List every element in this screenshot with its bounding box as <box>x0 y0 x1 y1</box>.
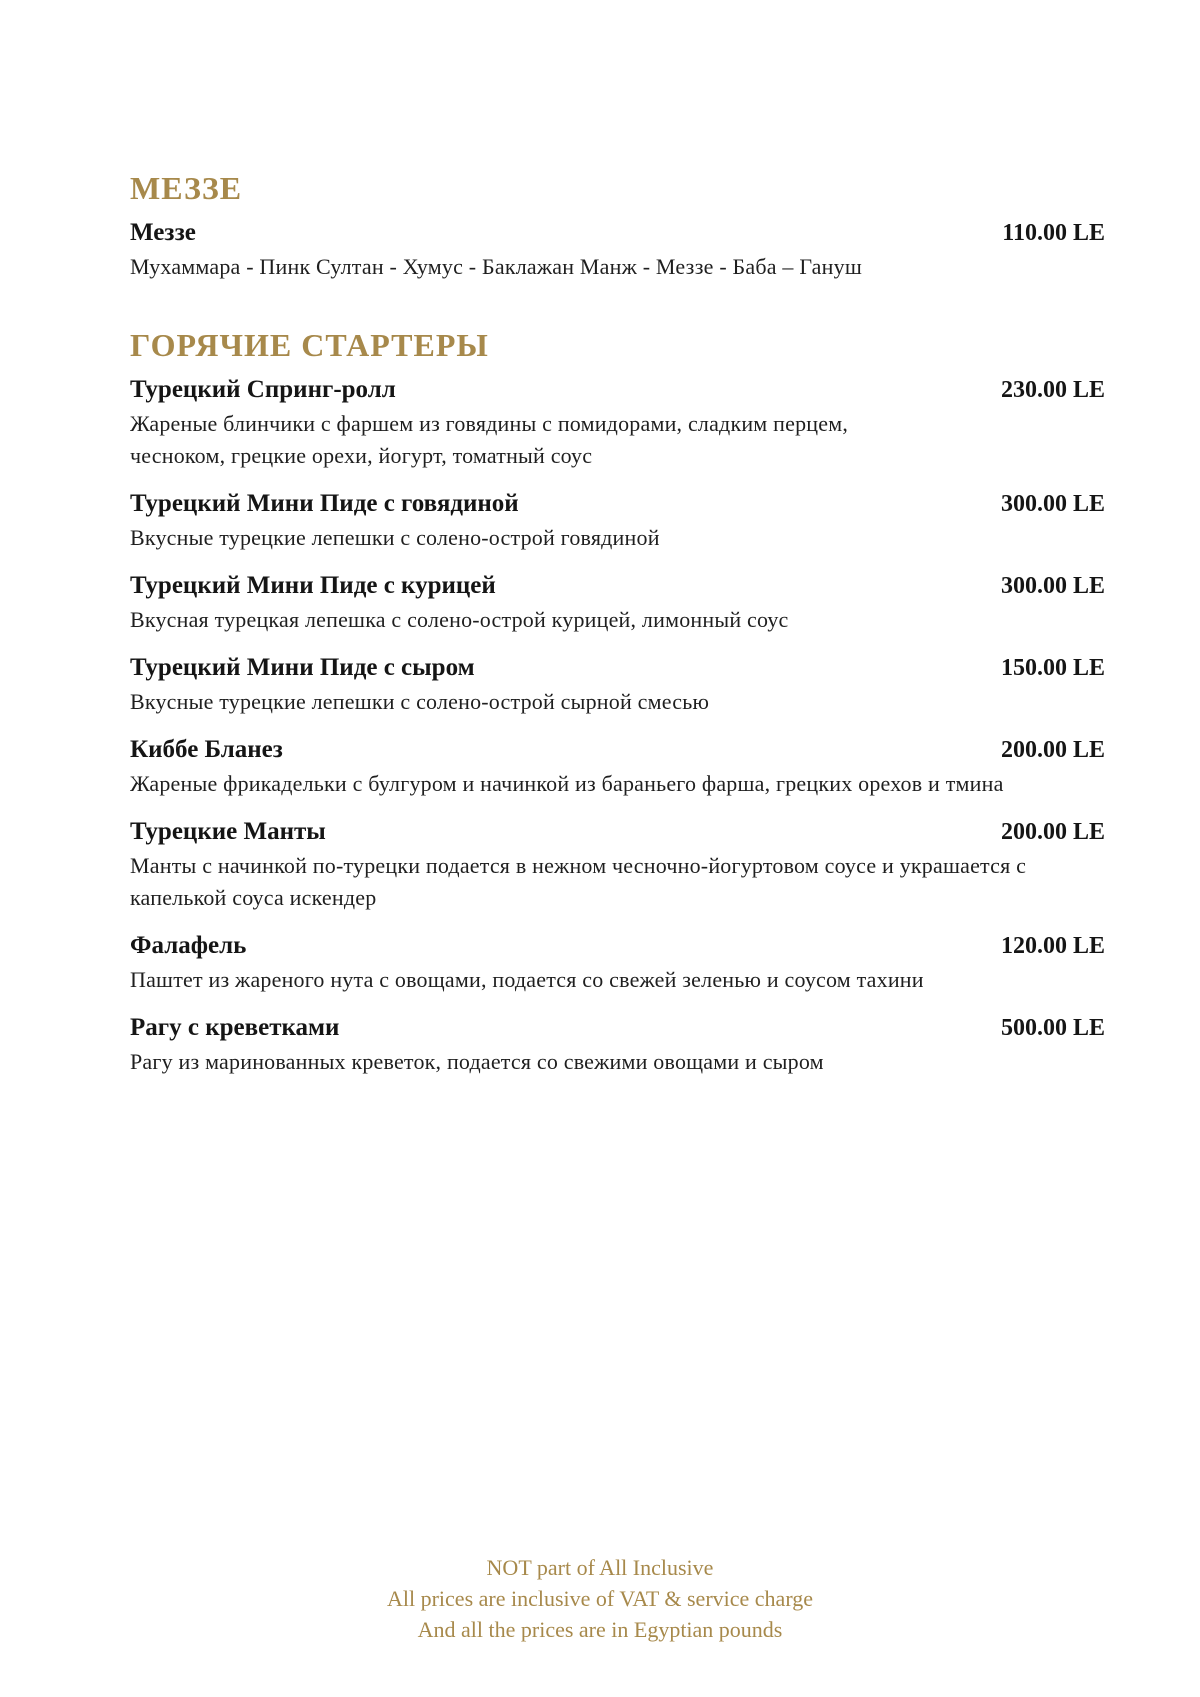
item-name: Турецкий Спринг-ролл <box>130 376 396 403</box>
item-name: Киббе Бланез <box>130 736 283 763</box>
item-description-line: Паштет из жареного нута с овощами, подается со свежей зеленью и соусом тахини <box>130 967 924 992</box>
item-price: 120.00 LE <box>1000 933 1105 959</box>
footer-line: All prices are inclusive of VAT & service charge <box>386 1586 814 1611</box>
item-head <box>130 815 1105 849</box>
item-price: 300.00 LE <box>1000 573 1105 599</box>
menu-item <box>130 733 1105 800</box>
item-description <box>130 1046 1105 1078</box>
footer-line: NOT part of All Inclusive <box>486 1555 714 1580</box>
footer-line: And all the prices are in Egyptian pounds <box>417 1617 783 1642</box>
item-head <box>130 929 1105 963</box>
item-name: Фалафель <box>130 932 247 959</box>
section-title: МЕЗЗЕ <box>130 170 243 206</box>
item-name: Меззе <box>130 219 196 246</box>
menu-item <box>130 1011 1105 1078</box>
item-description-line: капелькой соуса искендер <box>130 885 377 910</box>
item-head <box>130 216 1105 250</box>
menu-item <box>130 815 1105 914</box>
item-description <box>130 768 1105 800</box>
footer-note <box>0 1552 1200 1645</box>
section-title: ГОРЯЧИЕ СТАРТЕРЫ <box>130 327 489 363</box>
item-description <box>130 686 1105 718</box>
item-description-line: Мухаммара - Пинк Султан - Хумус - Баклажан Манж - Меззе - Баба – Гануш <box>130 254 862 279</box>
item-name: Рагу с креветками <box>130 1014 340 1041</box>
menu-item <box>130 929 1105 996</box>
menu-item <box>130 651 1105 718</box>
item-description <box>130 522 1105 554</box>
item-description <box>130 604 1105 636</box>
item-description <box>130 850 1105 914</box>
item-price: 200.00 LE <box>1000 737 1105 763</box>
item-name: Турецкий Мини Пиде с курицей <box>130 572 496 599</box>
menu-sections <box>130 170 1105 1078</box>
item-head <box>130 487 1105 521</box>
item-price: 300.00 LE <box>1000 491 1105 517</box>
item-name: Турецкие Манты <box>130 818 326 845</box>
menu-section <box>130 170 1105 283</box>
item-name: Турецкий Мини Пиде с сыром <box>130 654 475 681</box>
item-head <box>130 1011 1105 1045</box>
item-description-line: Вкусные турецкие лепешки с солено-острой говядиной <box>130 525 660 550</box>
item-head <box>130 651 1105 685</box>
item-head <box>130 373 1105 407</box>
menu-item <box>130 373 1105 472</box>
item-price: 150.00 LE <box>1000 655 1105 681</box>
item-head <box>130 569 1105 603</box>
item-description-line: Жареные блинчики с фаршем из говядины с помидорами, сладким перцем, <box>130 411 849 436</box>
item-description-line: чесноком, грецкие орехи, йогурт, томатный соус <box>130 443 593 468</box>
item-name: Турецкий Мини Пиде с говядиной <box>130 490 519 517</box>
item-description <box>130 964 1105 996</box>
menu-item <box>130 216 1105 283</box>
item-price: 500.00 LE <box>1000 1015 1105 1041</box>
item-price: 110.00 LE <box>1002 220 1105 246</box>
item-description-line: Манты с начинкой по-турецки подается в нежном чесночно-йогуртовом соусе и украшается с <box>130 853 1027 878</box>
menu-section <box>130 327 1105 1078</box>
item-description <box>130 408 1105 472</box>
menu-item <box>130 569 1105 636</box>
item-description-line: Рагу из маринованных креветок, подается со свежими овощами и сыром <box>130 1049 824 1074</box>
item-head <box>130 733 1105 767</box>
item-description-line: Жареные фрикадельки с булгуром и начинкой из бараньего фарша, грецких орехов и тмина <box>130 771 1004 796</box>
item-price: 230.00 LE <box>1000 377 1105 403</box>
item-price: 200.00 LE <box>1000 819 1105 845</box>
menu-item <box>130 487 1105 554</box>
item-description <box>130 251 1105 283</box>
item-description-line: Вкусная турецкая лепешка с солено-острой курицей, лимонный соус <box>130 607 789 632</box>
item-description-line: Вкусные турецкие лепешки с солено-острой сырной смесью <box>130 689 710 714</box>
